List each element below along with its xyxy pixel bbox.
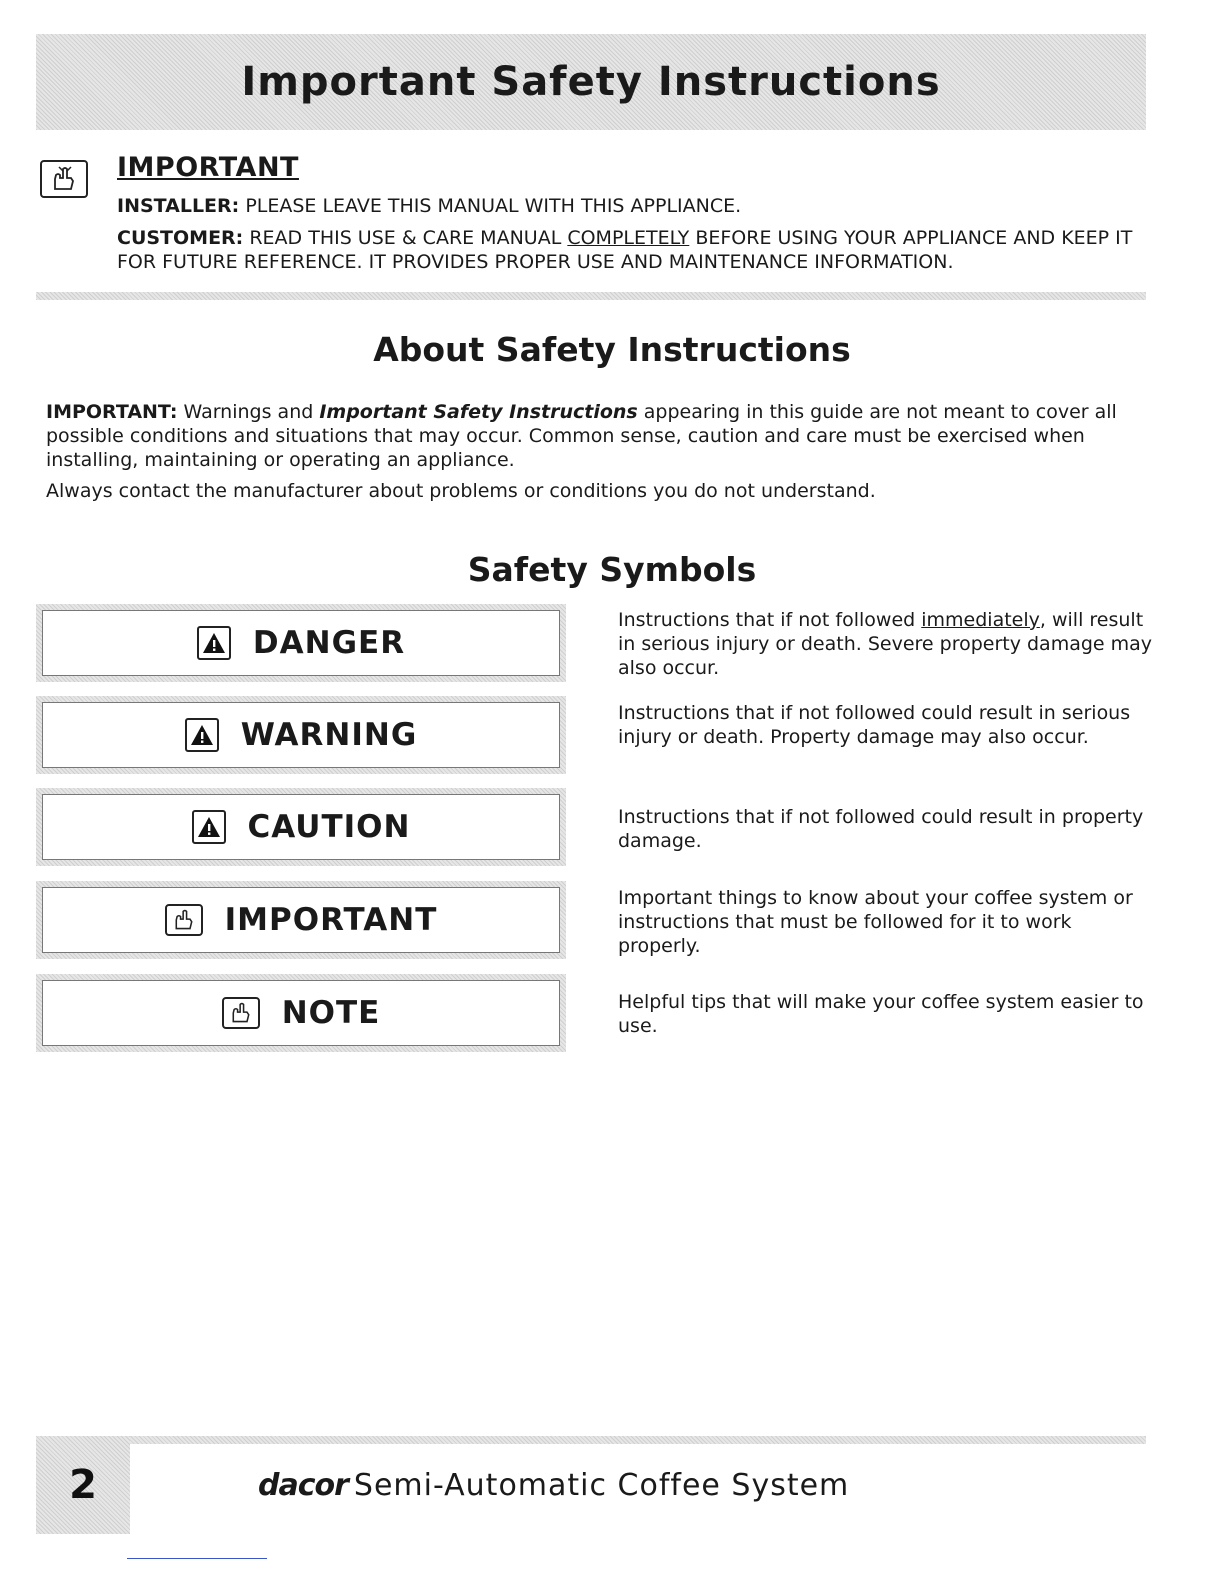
installer-text: PLEASE LEAVE THIS MANUAL WITH THIS APPLIANCE. xyxy=(239,195,742,217)
symbol-label: IMPORTANT xyxy=(224,902,438,938)
danger-desc-1: Instructions that if not followed xyxy=(618,609,922,631)
installer-label: INSTALLER: xyxy=(117,195,240,217)
warning-triangle-icon xyxy=(197,626,231,660)
symbol-caution xyxy=(36,788,566,866)
brand-logo: dacor xyxy=(258,1468,348,1503)
symbol-label: WARNING xyxy=(240,717,418,753)
warning-triangle-icon xyxy=(192,810,226,844)
symbols-heading: Safety Symbols xyxy=(467,550,757,589)
header-banner xyxy=(36,34,1146,130)
symbol-danger xyxy=(36,604,566,682)
about-text-1: Warnings and xyxy=(177,401,320,423)
hand-pointing-icon xyxy=(165,904,203,936)
symbol-label: DANGER xyxy=(252,625,406,661)
about-contact-paragraph: Always contact the manufacturer about problems or conditions you do not understand. xyxy=(46,480,876,502)
page-number-box xyxy=(36,1436,130,1534)
symbol-description: Instructions that if not followed could result in property damage. xyxy=(618,806,1144,852)
about-text-2: appearing in this guide are not meant to cover all possible conditions and situations that may occur. Common sense, caution and care must be exercised when installing, maintaining or operating an appliance. xyxy=(46,401,1117,471)
installer-instruction xyxy=(117,194,1157,218)
symbol-label: NOTE xyxy=(281,995,381,1031)
hand-pointing-icon xyxy=(222,997,260,1029)
footer-title xyxy=(258,1468,849,1503)
about-paragraph xyxy=(46,400,1156,472)
bottom-rule xyxy=(127,1558,267,1559)
hand-pointing-icon xyxy=(40,160,88,198)
symbol-label: CAUTION xyxy=(247,809,411,845)
symbol-description: Instructions that if not followed could result in serious injury or death. Property damage may also occur. xyxy=(618,702,1131,748)
page-number: 2 xyxy=(69,1462,97,1508)
symbol-important xyxy=(36,881,566,959)
customer-text-2: BEFORE USING YOUR APPLIANCE AND KEEP IT FOR FUTURE REFERENCE. IT PROVIDES PROPER USE AND MAINTENANCE INFORMATION. xyxy=(117,227,1133,273)
section-divider xyxy=(36,292,1146,300)
page-title: Important Safety Instructions xyxy=(241,59,941,105)
about-emphasis: Important Safety Instructions xyxy=(319,401,638,423)
footer-band xyxy=(36,1436,1146,1444)
customer-instruction xyxy=(117,226,1147,274)
symbol-description: Important things to know about your coffee system or instructions that must be followed for it to work properly. xyxy=(618,887,1133,957)
customer-text-1: READ THIS USE & CARE MANUAL xyxy=(243,227,568,249)
about-label: IMPORTANT: xyxy=(46,401,178,423)
customer-emphasis: COMPLETELY xyxy=(567,227,690,249)
symbol-description xyxy=(618,608,1158,680)
important-heading: IMPORTANT xyxy=(117,152,299,183)
danger-desc-2: , will result in serious injury or death. Severe property damage may also occur. xyxy=(618,609,1153,679)
warning-triangle-icon xyxy=(185,718,219,752)
customer-label: CUSTOMER: xyxy=(117,227,244,249)
symbol-description: Helpful tips that will make your coffee system easier to use. xyxy=(618,991,1144,1037)
product-name: Semi-Automatic Coffee System xyxy=(353,1468,850,1503)
danger-desc-emphasis: immediately xyxy=(921,609,1040,631)
symbol-note xyxy=(36,974,566,1052)
about-heading: About Safety Instructions xyxy=(373,330,851,369)
symbol-warning xyxy=(36,696,566,774)
